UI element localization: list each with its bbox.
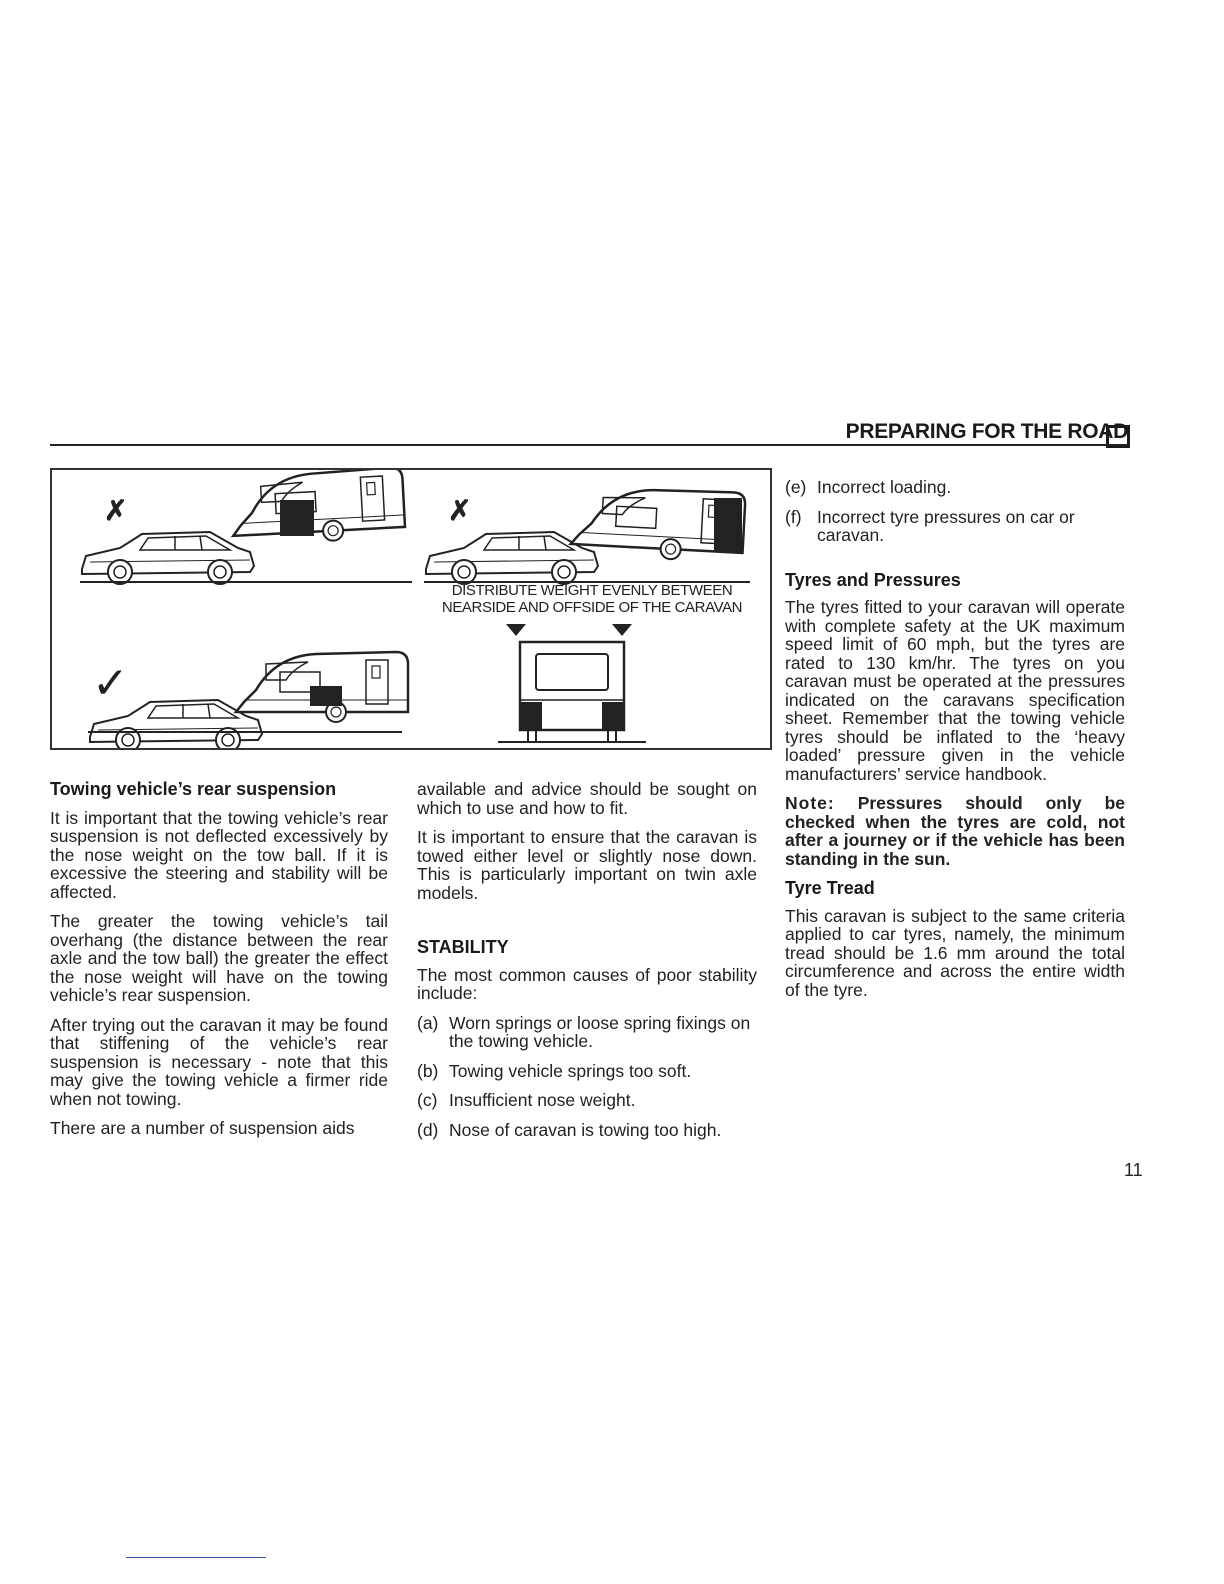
list-item-label: (b): [417, 1060, 439, 1081]
rear-view-diagram: [498, 624, 646, 742]
suspension-paragraph-continued: available and advice should be sought on which to use and how to fit.: [417, 779, 757, 818]
caption-line-1: DISTRIBUTE WEIGHT EVENLY BETWEEN: [451, 582, 733, 599]
stability-heading: STABILITY: [417, 937, 509, 957]
list-item-label: (e): [785, 477, 807, 497]
footer-underline: [126, 1557, 266, 1558]
tyres-pressures-heading: Tyres and Pressures: [785, 569, 961, 590]
list-item-text: Nose of caravan is towing too high.: [449, 1119, 722, 1140]
wrong-mark-icon-2: ✗: [448, 495, 472, 526]
list-item-text: Incorrect tyre pressures on car or caravan.: [817, 506, 1075, 545]
header-rule: [50, 444, 1130, 446]
stability-intro: The most common causes of poor stability include:: [417, 964, 757, 1003]
list-item-label: (f): [785, 506, 802, 527]
suspension-paragraph-4: There are a number of suspension aids: [50, 1118, 355, 1138]
check-mark-icon: ✓: [92, 658, 129, 709]
list-item: [417, 1091, 757, 1110]
wrong-mark-icon: ✗: [104, 495, 128, 526]
list-item: [785, 478, 1125, 497]
car-2: [426, 532, 598, 584]
list-item: [417, 1121, 757, 1140]
page-number: 11: [1124, 1160, 1143, 1180]
list-item-label: (c): [417, 1090, 438, 1110]
list-item-text: Towing vehicle springs too soft.: [449, 1060, 692, 1081]
list-item-text: Insufficient nose weight.: [449, 1090, 636, 1110]
list-item-label: (d): [417, 1119, 439, 1140]
list-item: [417, 1014, 757, 1051]
column-1: [50, 780, 388, 1149]
suspension-paragraph-1: It is important that the towing vehicle’s rear suspension is not deflected excessively by the nose weight on the tow ball. If it is excessive the steering and stability will be affected.: [50, 807, 388, 902]
tyre-tread-paragraph: This caravan is subject to the same criteria applied to car tyres, namely, the minimum tread should be 1.6 mm around the total circumference and across the entire width of the tyre.: [785, 905, 1125, 1000]
column-3: [785, 478, 1125, 1010]
loading-illustration: [50, 468, 772, 750]
column-2: [417, 780, 757, 1150]
note-text: Pressures should only be checked when the tyres are cold, not after a journey or if the vehicle has been standing in the sun.: [785, 793, 1125, 869]
list-item-text: Worn springs or loose spring fixings on the towing vehicle.: [449, 1012, 751, 1051]
car-1: [82, 532, 254, 584]
suspension-paragraph-3: After trying out the caravan it may be found that stiffening of the vehicle’s rear suspension is necessary - note that this may give the towing vehicle a firmer ride when not towing.: [50, 1014, 388, 1109]
caption-line-2: NEARSIDE AND OFFSIDE OF THE CARAVAN: [441, 599, 743, 616]
tyres-paragraph: The tyres fitted to your caravan will operate with complete safety at the UK maximum speed limit of 60 mph, but the tyres are rated to 130 km/hr. The tyres on you caravan must be operated at the pressures indicated on the caravans specification sheet. Remember that the towing vehicle tyres should be inflated to the ‘heavy loaded’ pressure given in the vehicle manufacturers’ service handbook.: [785, 597, 1125, 784]
figure-caption: [422, 582, 762, 616]
level-towing-paragraph: It is important to ensure that the caravan is towed either level or slightly nose down. This is particularly important on twin axle models.: [417, 827, 757, 903]
suspension-heading: Towing vehicle’s rear suspension: [50, 779, 337, 799]
suspension-paragraph-2: The greater the towing vehicle’s tail overhang (the distance between the rear axle and the tow ball) the greater the effect the nose weight will have on the towing vehicle’s rear suspension.: [50, 911, 388, 1005]
caravan-1: [230, 470, 405, 546]
list-item: [785, 508, 1125, 545]
list-item-text: Incorrect loading.: [817, 477, 952, 497]
tyre-tread-heading: Tyre Tread: [785, 878, 875, 898]
page-title: PREPARING FOR THE ROAD: [845, 420, 1128, 443]
load-block-3: [310, 686, 342, 706]
pressure-note: [785, 794, 1125, 868]
load-block-1: [280, 500, 314, 536]
list-item-label: (a): [417, 1012, 439, 1033]
note-label: Note:: [785, 793, 835, 813]
list-item: [417, 1062, 757, 1081]
load-block-2: [714, 498, 742, 552]
